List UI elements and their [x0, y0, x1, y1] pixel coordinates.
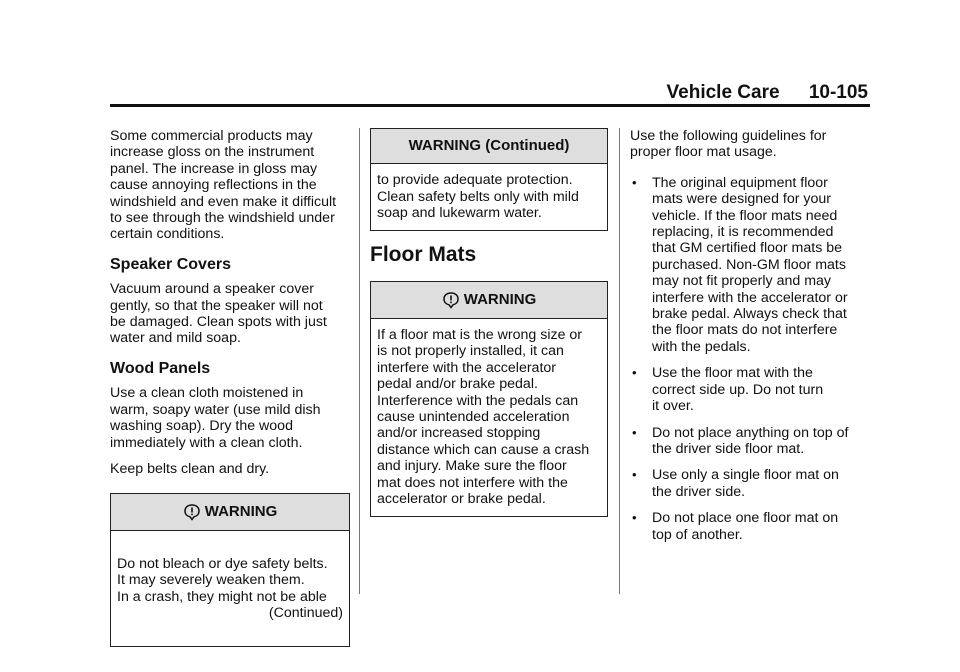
warning-text: Do not bleach or dye safety belts. It may severely weaken them. In a crash, they might not be able	[117, 555, 328, 605]
warning-continued-title: WARNING (Continued)	[408, 137, 570, 154]
warning-body: If a floor mat is the wrong size or is not properly installed, it can interfere with the accelerator pedal and/or brake pedal. Interference with the pedals can cause unintended acceleration and/or increased stopping distance which can cause a crash and injury. Make sure the floor mat does not interfere with the accelerator or brake pedal.	[377, 327, 590, 508]
column-1	[110, 128, 350, 647]
warning-body	[111, 531, 349, 645]
list-item: • The original equipment floor mats were designed for your vehicle. If the floor mats need replacing, it is recommended that GM certified floor mats be purchased. Non-GM floor mats may not fit properly and may interfere with the accelerator or brake pedal. Always check that the floor mats do not interfere with the pedals.	[632, 174, 848, 355]
bullet-icon: •	[632, 365, 637, 381]
bullet-icon: •	[632, 467, 637, 483]
warning-header	[371, 282, 607, 319]
bullet-icon: •	[632, 424, 637, 440]
page-header	[667, 82, 868, 104]
page-number: 10-105	[808, 82, 868, 103]
gloss-paragraph: Some commercial products may increase gloss on the instrument panel. The increase in gloss may cause annoying reflections in the windshield and even make it difficult to see through the windshield under certain conditions.	[110, 128, 337, 243]
belts-text: Keep belts clean and dry.	[110, 460, 270, 477]
column-divider	[619, 128, 620, 594]
list-item: • Do not place one floor mat on top of another.	[632, 510, 839, 543]
warning-continued-body: to provide adequate protection. Clean safety belts only with mild soap and lukewarm water.	[377, 172, 579, 222]
bullet-icon: •	[632, 510, 637, 526]
floor-mat-warning	[370, 281, 608, 516]
warning-header	[111, 494, 349, 531]
continued-label: (Continued)	[268, 604, 343, 621]
column-2	[370, 128, 608, 517]
list-item: • Use only a single floor mat on the driver side.	[632, 467, 839, 500]
guidelines-list	[630, 175, 870, 543]
speaker-covers-heading: Speaker Covers	[110, 255, 231, 273]
warning-icon	[442, 291, 460, 309]
section-title: Vehicle Care	[666, 82, 780, 103]
column-3	[630, 128, 870, 553]
warning-continued-header	[371, 129, 607, 164]
speaker-covers-text: Vacuum around a speaker cover gently, so that the speaker will not be damaged. Clean spots with just water and mild soap.	[110, 281, 327, 347]
list-item: • Use the floor mat with the correct side up. Do not turn it over.	[632, 365, 824, 415]
bullet-icon: •	[632, 174, 637, 190]
guidelines-intro: Use the following guidelines for proper floor mat usage.	[630, 128, 827, 161]
warning-title: WARNING	[463, 290, 537, 308]
safety-belt-warning	[110, 493, 350, 646]
warning-title: WARNING	[204, 503, 278, 521]
list-item: • Do not place anything on top of the driver side floor mat.	[632, 424, 849, 457]
warning-continued-box	[370, 128, 608, 231]
wood-panels-text: Use a clean cloth moistened in warm, soapy water (use mild dish washing soap). Dry the wood immediately with a clean cloth.	[110, 385, 321, 451]
column-divider	[359, 128, 360, 594]
wood-panels-heading: Wood Panels	[110, 359, 211, 377]
warning-icon	[183, 503, 201, 521]
header-rule	[110, 104, 870, 107]
floor-mats-heading: Floor Mats	[370, 242, 477, 266]
